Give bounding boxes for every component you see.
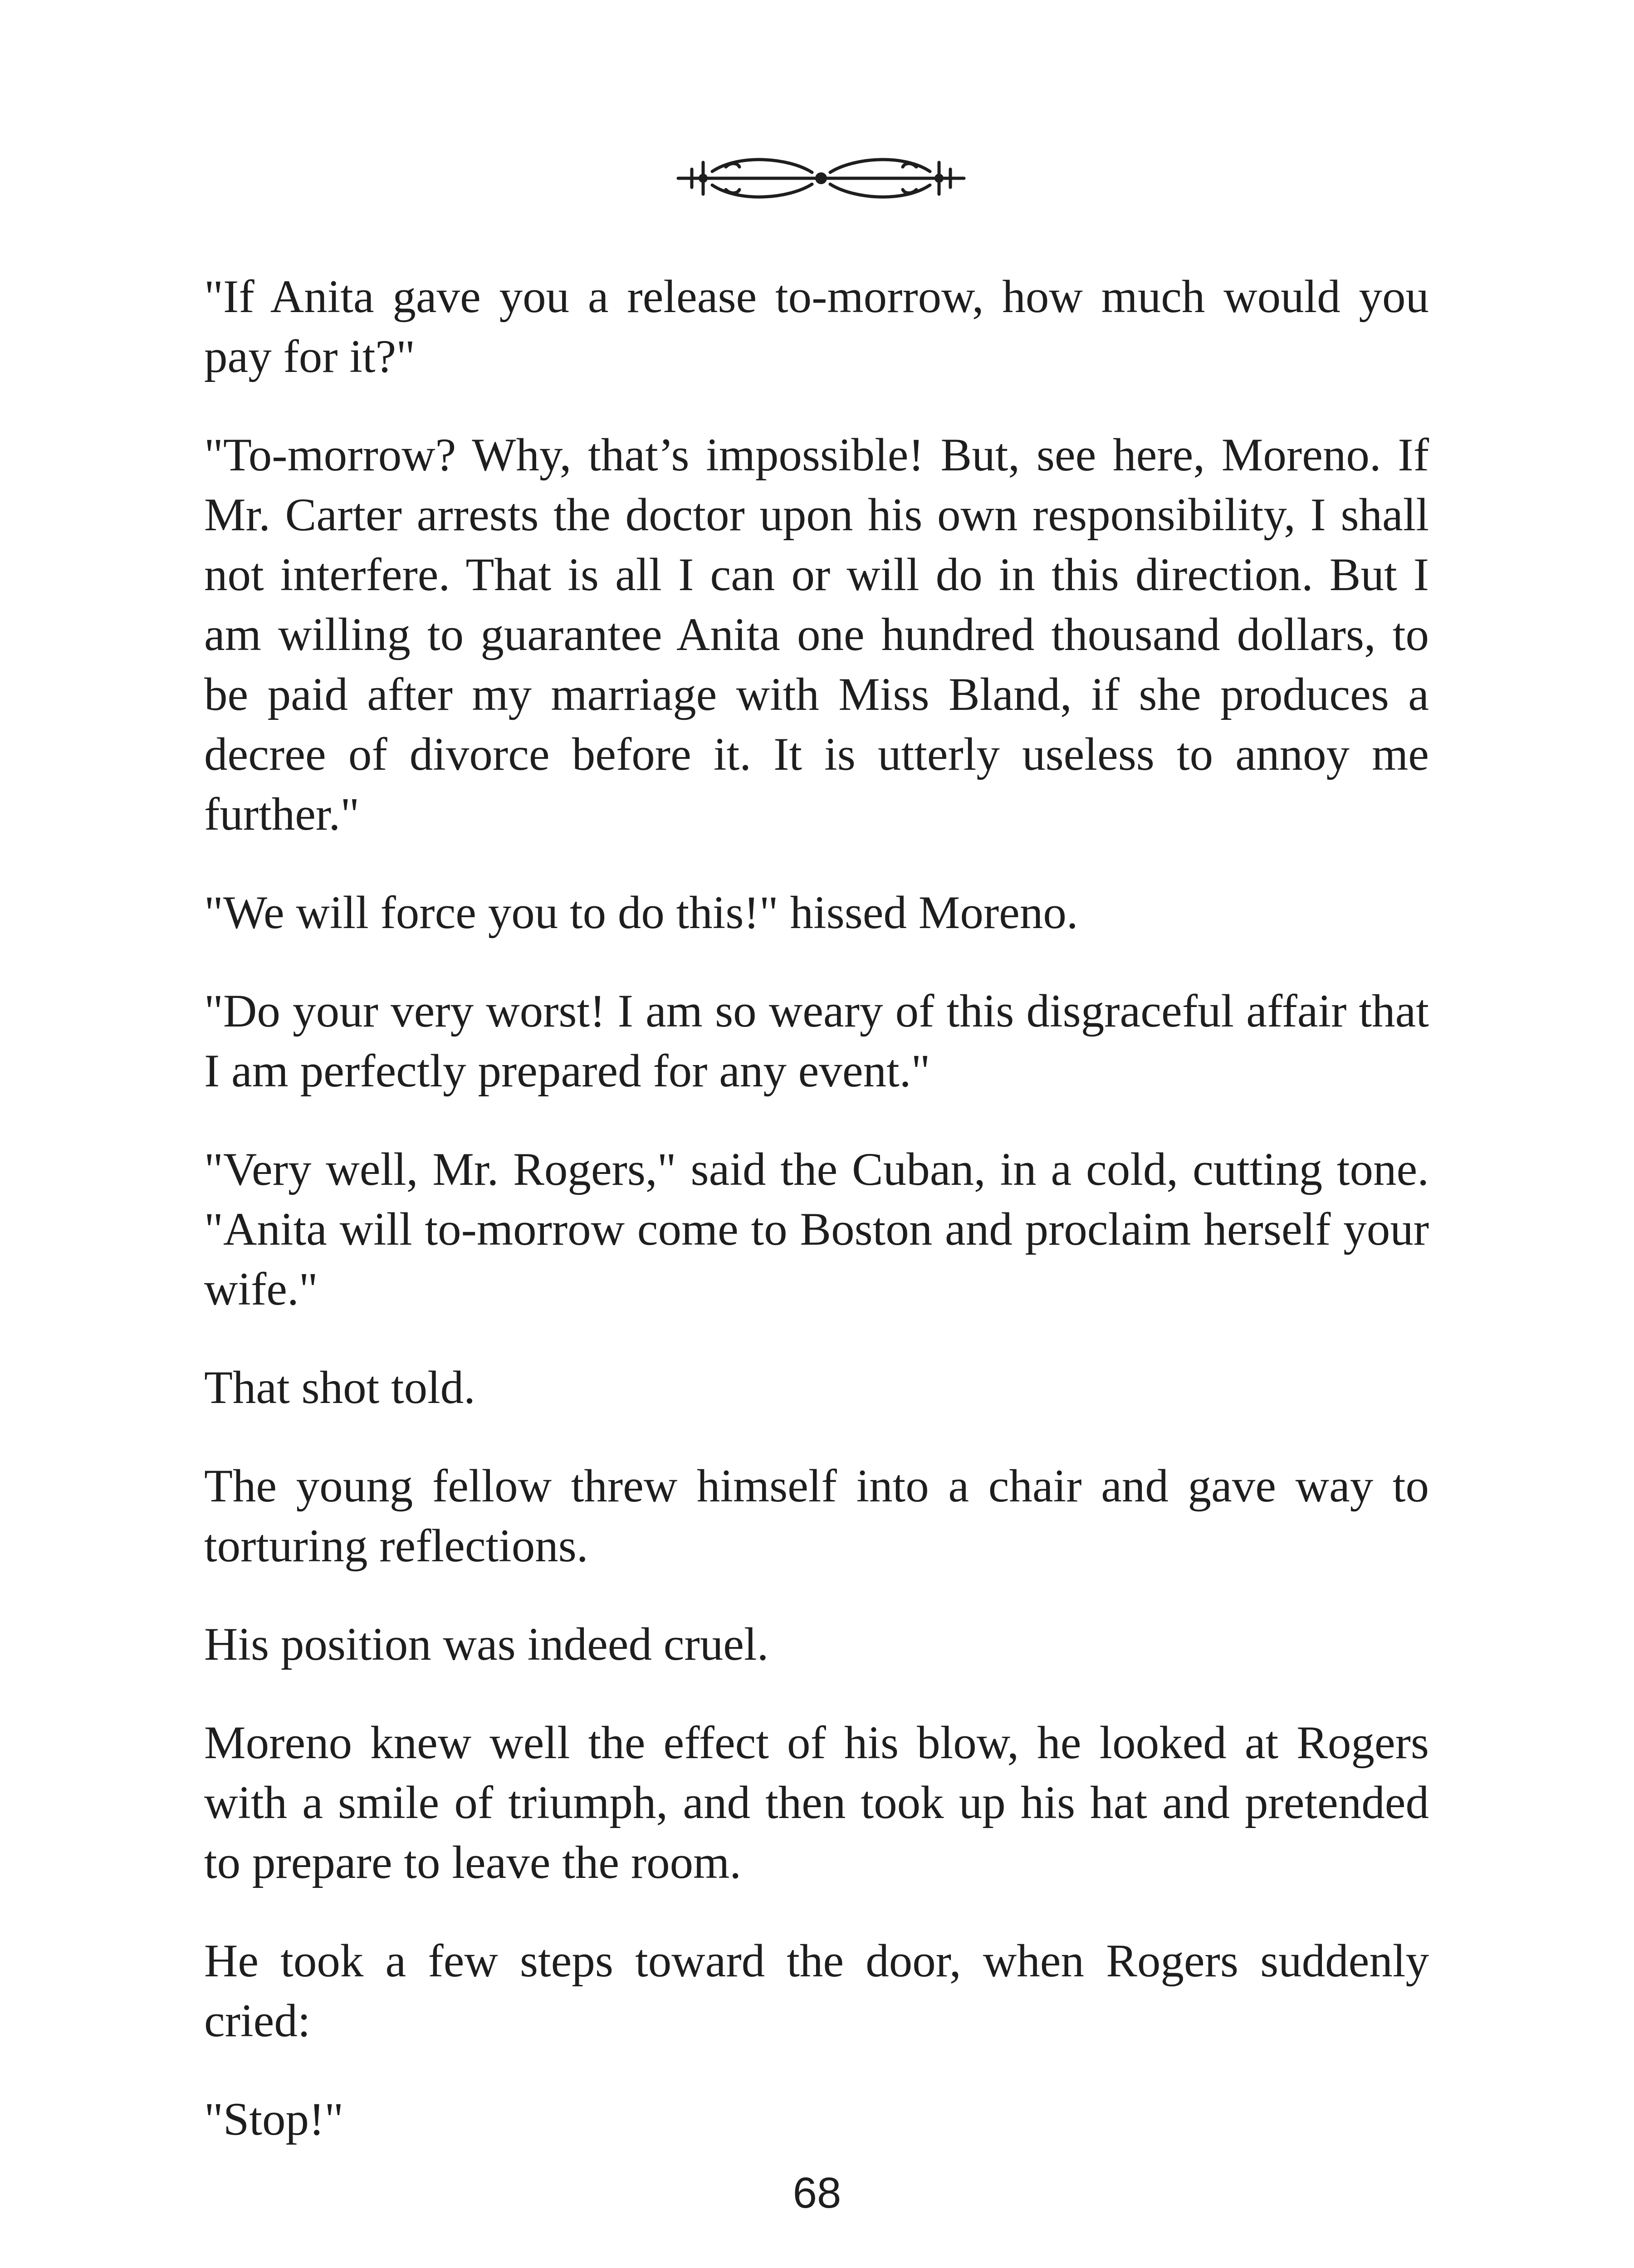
paragraph: "We will force you to do this!" hissed Moreno.: [204, 887, 1078, 938]
paragraph: The young fellow threw himself into a chair and gave way to torturing reflections.: [204, 1460, 1429, 1572]
page-number: 68: [793, 2169, 841, 2217]
paragraph: "Do your very worst! I am so weary of this disgraceful affair that I am perfectly prepared for any event.": [204, 985, 1429, 1097]
paragraph: "Stop!": [204, 2093, 344, 2145]
paragraph: "Very well, Mr. Rogers," said the Cuban, in a cold, cutting tone. "Anita will to-morrow come to Boston and proclaim herself your wife.": [204, 1144, 1429, 1315]
paragraph: He took a few steps toward the door, when Rogers suddenly cried:: [204, 1935, 1429, 2047]
paragraph: His position was indeed cruel.: [204, 1618, 769, 1670]
scroll-ornament-icon: [676, 144, 966, 212]
paragraph: That shot told.: [204, 1362, 475, 1413]
paragraph: "To-morrow? Why, that’s impossible! But, see here, Moreno. If Mr. Carter arrests the doctor upon his own responsibility, I shall not interfere. That is all I can or will do in this direction. But I am willing to guarantee Anita one hundred thousand dollars, to be paid after my marriage with Miss Bland, if she produces a decree of divorce before it. It is utterly useless to annoy me further.": [204, 429, 1429, 840]
body-text: [204, 267, 1429, 2188]
paragraph: "If Anita gave you a release to-morrow, how much would you pay for it?": [204, 271, 1429, 382]
paragraph: Moreno knew well the effect of his blow, he looked at Rogers with a smile of triumph, and then took up his hat and pretended to prepare to leave the room.: [204, 1717, 1429, 1888]
